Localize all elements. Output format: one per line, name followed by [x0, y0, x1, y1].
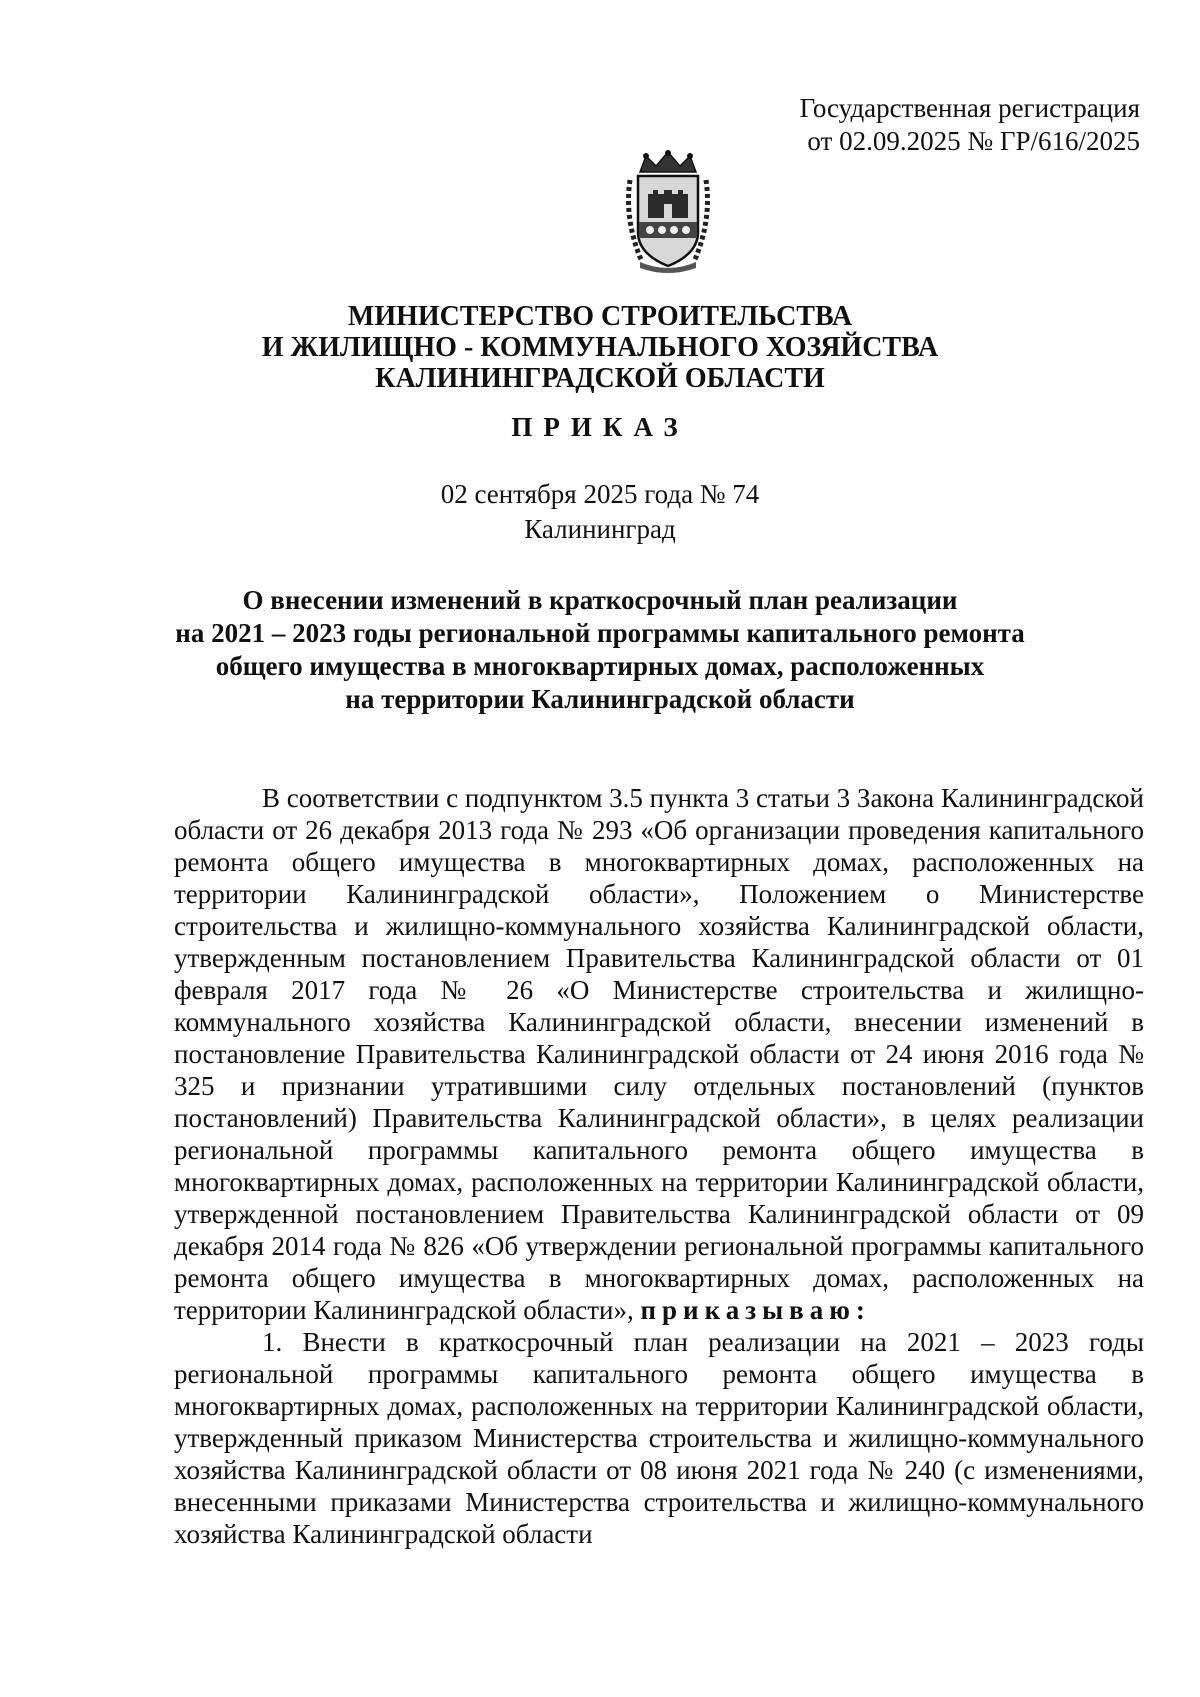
date-and-place [0, 477, 1200, 547]
order-city: Калининград [524, 514, 676, 544]
ministry-line-3: КАЛИНИНГРАДСКОЙ ОБЛАСТИ [375, 363, 825, 394]
ministry-line-1: МИНИСТЕРСТВО СТРОИТЕЛЬСТВА [347, 301, 853, 332]
order-word: приказываю: [640, 1295, 871, 1325]
order-title [0, 584, 1200, 716]
ministry-header [0, 301, 1200, 394]
registration-label: Государственная регистрация [799, 93, 1140, 123]
order-title-line-2: на 2021 – 2023 годы региональной программы капитального ремонта [175, 618, 1025, 648]
document-type: ПРИКАЗ [511, 412, 689, 442]
item-1-paragraph: 1. Внести в краткосрочный план реализации на 2021 – 2023 годы региональной программы капитального ремонта общего имущества в многоквартирных домах, расположенных на территории Калининградской области, утвержденный приказом Министерства строительства и жилищно-коммунального хозяйства Калининградской области от 08 июня 2021 года № 240 (с изменениями, внесенными приказами Министерства строительства и жилищно-коммунального хозяйства Калининградской области [174, 1327, 1144, 1549]
order-body [174, 782, 1144, 1550]
preamble-text: В соответствии с подпунктом 3.5 пункта 3 статьи 3 Закона Калининградской области от 26 декабря 2013 года № 293 «Об организации проведения капитального ремонта общего имущества в многоквартирных домах, расположенных на территории Калининградской области», Положением о Министерстве строительства и жилищно-коммунального хозяйства Калининградской области, утвержденным постановлением Правительства Калининградской области от 01 февраля 2017 года № 26 «О Министерстве строительства и жилищно-коммунального хозяйства Калининградской области, внесении изменений в постановление Правительства Калининградской области от 24 июня 2016 года № 325 и признании утратившими силу отдельных постановлений (пунктов постановлений) Правительства Калининградской области», в целях реализации региональной программы капитального ремонта общего имущества в многоквартирных домах, расположенных на территории Калининградской области, утвержденной постановлением Правительства Калининградской области от 09 декабря 2014 года № 826 «Об утверждении региональной программы капитального ремонта общего имущества в многоквартирных домах, расположенных на территории Калининградской области», [174, 783, 1144, 1325]
order-date-number: 02 сентября 2025 года № 74 [440, 479, 760, 509]
order-title-line-3: общего имущества в многоквартирных домах, расположенных [215, 651, 985, 681]
registration-stamp [800, 92, 1140, 158]
registration-number: от 02.09.2025 № ГР/616/2025 [807, 126, 1140, 156]
order-title-line-4: на территории Калининградской области [345, 684, 855, 714]
ministry-line-2: И ЖИЛИЩНО - КОММУНАЛЬНОГО ХОЗЯЙСТВА [261, 332, 939, 363]
order-title-line-1: О внесении изменений в краткосрочный план реализации [242, 585, 958, 615]
kaliningrad-coat-of-arms-icon [622, 150, 714, 276]
preamble-paragraph [174, 782, 1144, 1326]
